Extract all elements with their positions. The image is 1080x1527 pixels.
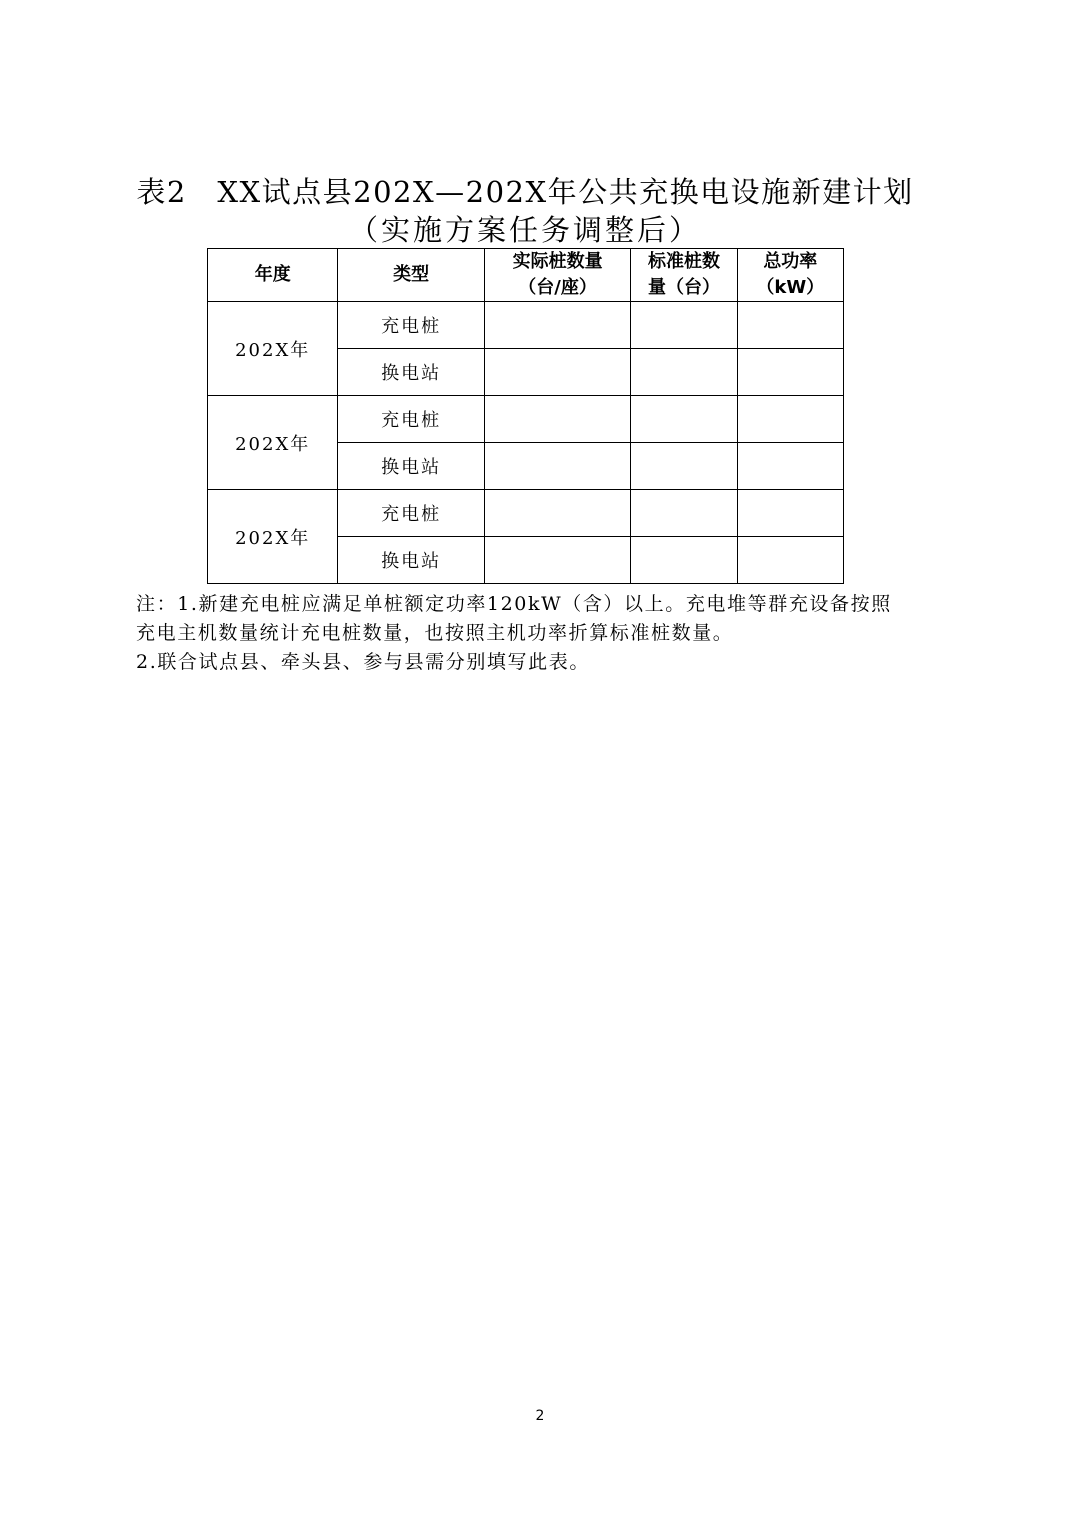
actual-count-cell[interactable]	[484, 443, 630, 490]
header-total-power-line2: （kW）	[756, 277, 825, 298]
actual-count-cell[interactable]	[484, 302, 630, 349]
standard-count-cell[interactable]	[631, 490, 737, 537]
standard-count-cell[interactable]	[631, 349, 737, 396]
page-number: 2	[535, 1408, 545, 1424]
header-standard-count	[631, 249, 737, 302]
type-cell: 充电桩	[338, 302, 484, 349]
table-row	[208, 302, 844, 349]
note-line-3: 2.联合试点县、牵头县、参与县需分别填写此表。	[136, 651, 590, 673]
actual-count-cell[interactable]	[484, 490, 630, 537]
header-total-power-line1: 总功率	[763, 251, 818, 272]
standard-count-cell[interactable]	[631, 443, 737, 490]
standard-count-cell[interactable]	[631, 396, 737, 443]
header-total-power	[737, 249, 843, 302]
header-year: 年度	[208, 249, 338, 302]
total-power-cell[interactable]	[737, 396, 843, 443]
type-cell: 换电站	[338, 349, 484, 396]
actual-count-cell[interactable]	[484, 349, 630, 396]
type-cell: 充电桩	[338, 490, 484, 537]
header-actual-count-line2: （台/座）	[518, 277, 597, 298]
header-standard-count-line2: 量（台）	[647, 277, 720, 298]
type-cell: 充电桩	[338, 396, 484, 443]
year-cell: 202X年	[208, 490, 338, 584]
standard-count-cell[interactable]	[631, 537, 737, 584]
table-header-row	[208, 249, 844, 302]
table-row	[208, 490, 844, 537]
construction-plan-table	[207, 248, 844, 584]
total-power-cell[interactable]	[737, 490, 843, 537]
table-notes	[136, 590, 926, 677]
table-title: 表2 XX试点县202X—202X年公共充换电设施新建计划	[136, 175, 914, 209]
header-actual-count-line1: 实际桩数量	[512, 251, 603, 272]
actual-count-cell[interactable]	[484, 537, 630, 584]
note-line-1: 注：1.新建充电桩应满足单桩额定功率120kW（含）以上。充电堆等群充设备按照	[136, 593, 892, 615]
total-power-cell[interactable]	[737, 537, 843, 584]
total-power-cell[interactable]	[737, 443, 843, 490]
table-subtitle: （实施方案任务调整后）	[348, 213, 701, 247]
note-line-2: 充电主机数量统计充电桩数量，也按照主机功率折算标准桩数量。	[136, 622, 734, 644]
standard-count-cell[interactable]	[631, 302, 737, 349]
actual-count-cell[interactable]	[484, 396, 630, 443]
table-row	[208, 396, 844, 443]
year-cell: 202X年	[208, 396, 338, 490]
type-cell: 换电站	[338, 443, 484, 490]
header-actual-count	[484, 249, 630, 302]
header-standard-count-line1: 标准桩数	[647, 251, 720, 272]
type-cell: 换电站	[338, 537, 484, 584]
year-cell: 202X年	[208, 302, 338, 396]
total-power-cell[interactable]	[737, 349, 843, 396]
total-power-cell[interactable]	[737, 302, 843, 349]
header-type: 类型	[338, 249, 484, 302]
